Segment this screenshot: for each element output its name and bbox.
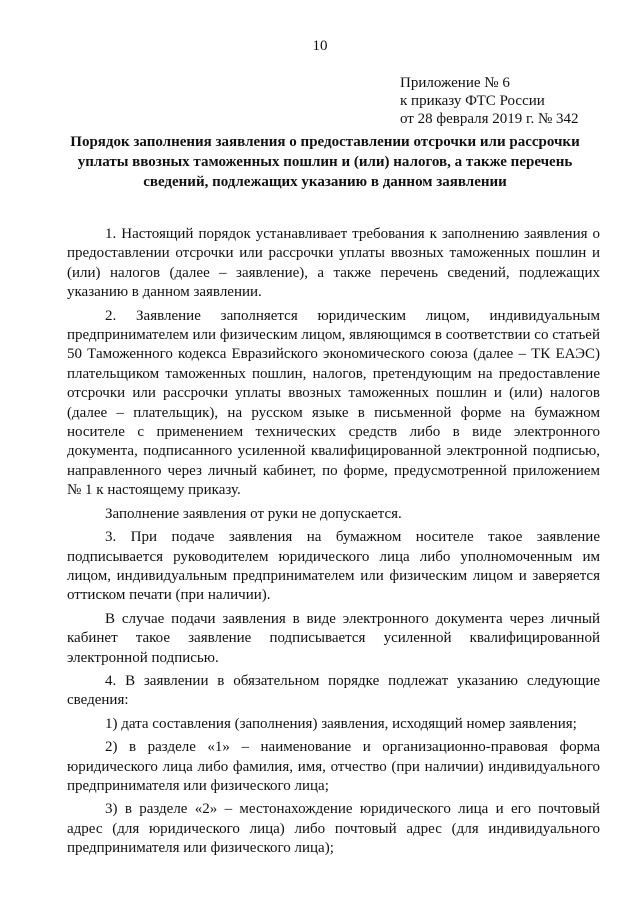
document-title xyxy=(60,132,590,192)
annex-line-2: к приказу ФТС России xyxy=(400,93,545,109)
paragraph-7: 1) дата составления (заполнения) заявления, исходящий номер заявления; xyxy=(105,715,577,732)
paragraph-9: 3) в разделе «2» – местонахождение юридического лица и его почтовый адрес (для юридического лица) либо почтовый адрес (для индивидуального предпринимателя или физического лица); xyxy=(67,801,600,857)
annex-line-3: от 28 февраля 2019 г. № 342 xyxy=(400,111,579,127)
title-line-2: уплаты ввозных таможенных пошлин и (или) налогов, а также перечень xyxy=(77,154,573,170)
paragraph-3: Заполнение заявления от руки не допускается. xyxy=(105,505,402,522)
paragraph-5: В случае подачи заявления в виде электронного документа через личный кабинет такое заявление подписывается усиленной квалифицированной электронной подписью. xyxy=(67,610,600,666)
paragraph-4: 3. При подаче заявления на бумажном носителе такое заявление подписывается руководителем юридического лица либо уполномоченным им лицом, индивидуальным предпринимателем или физическим лицом и заверяется оттиском печати (при наличии). xyxy=(67,529,600,604)
paragraph-2: 2. Заявление заполняется юридическим лицом, индивидуальным предпринимателем или физическим лицом, являющимся в соответствии со статьей 50 Таможенного кодекса Евразийского экономического союза (далее – ТК ЕАЭС) плательщиком таможенных пошлин, налогов, претендующим на предоставление отсрочки или рассрочки уплаты ввозных таможенных пошлин и (или) налогов (далее – плательщик), на русском языке в письменной форме на бумажном носителе с применением технических средств либо в виде электронного документа, подписанного усиленной квалифицированной электронной подписью, направленного через личный кабинет, по форме, предусмотренной приложением № 1 к настоящему приказу. xyxy=(67,307,600,499)
annex-line-1: Приложение № 6 xyxy=(400,75,510,91)
paragraph-1: 1. Настоящий порядок устанавливает требования к заполнению заявления о предоставлении отсрочки или рассрочки уплаты ввозных таможенных пошлин и (или) налогов (далее – заявление), а также перечень сведений, подлежащих указанию в данном заявлении. xyxy=(67,226,600,301)
paragraph-6: 4. В заявлении в обязательном порядке подлежат указанию следующие сведения: xyxy=(67,672,600,709)
paragraph-8: 2) в разделе «1» – наименование и организационно-правовая форма юридического лица либо фамилия, имя, отчество (при наличии) индивидуального предпринимателя или физического лица; xyxy=(67,739,600,794)
document-body xyxy=(67,225,600,863)
annex-block xyxy=(400,74,579,128)
title-line-3: сведений, подлежащих указанию в данном заявлении xyxy=(143,174,507,190)
page-number: 10 xyxy=(312,38,328,54)
title-line-1: Порядок заполнения заявления о предоставлении отсрочки или рассрочки xyxy=(70,134,580,150)
